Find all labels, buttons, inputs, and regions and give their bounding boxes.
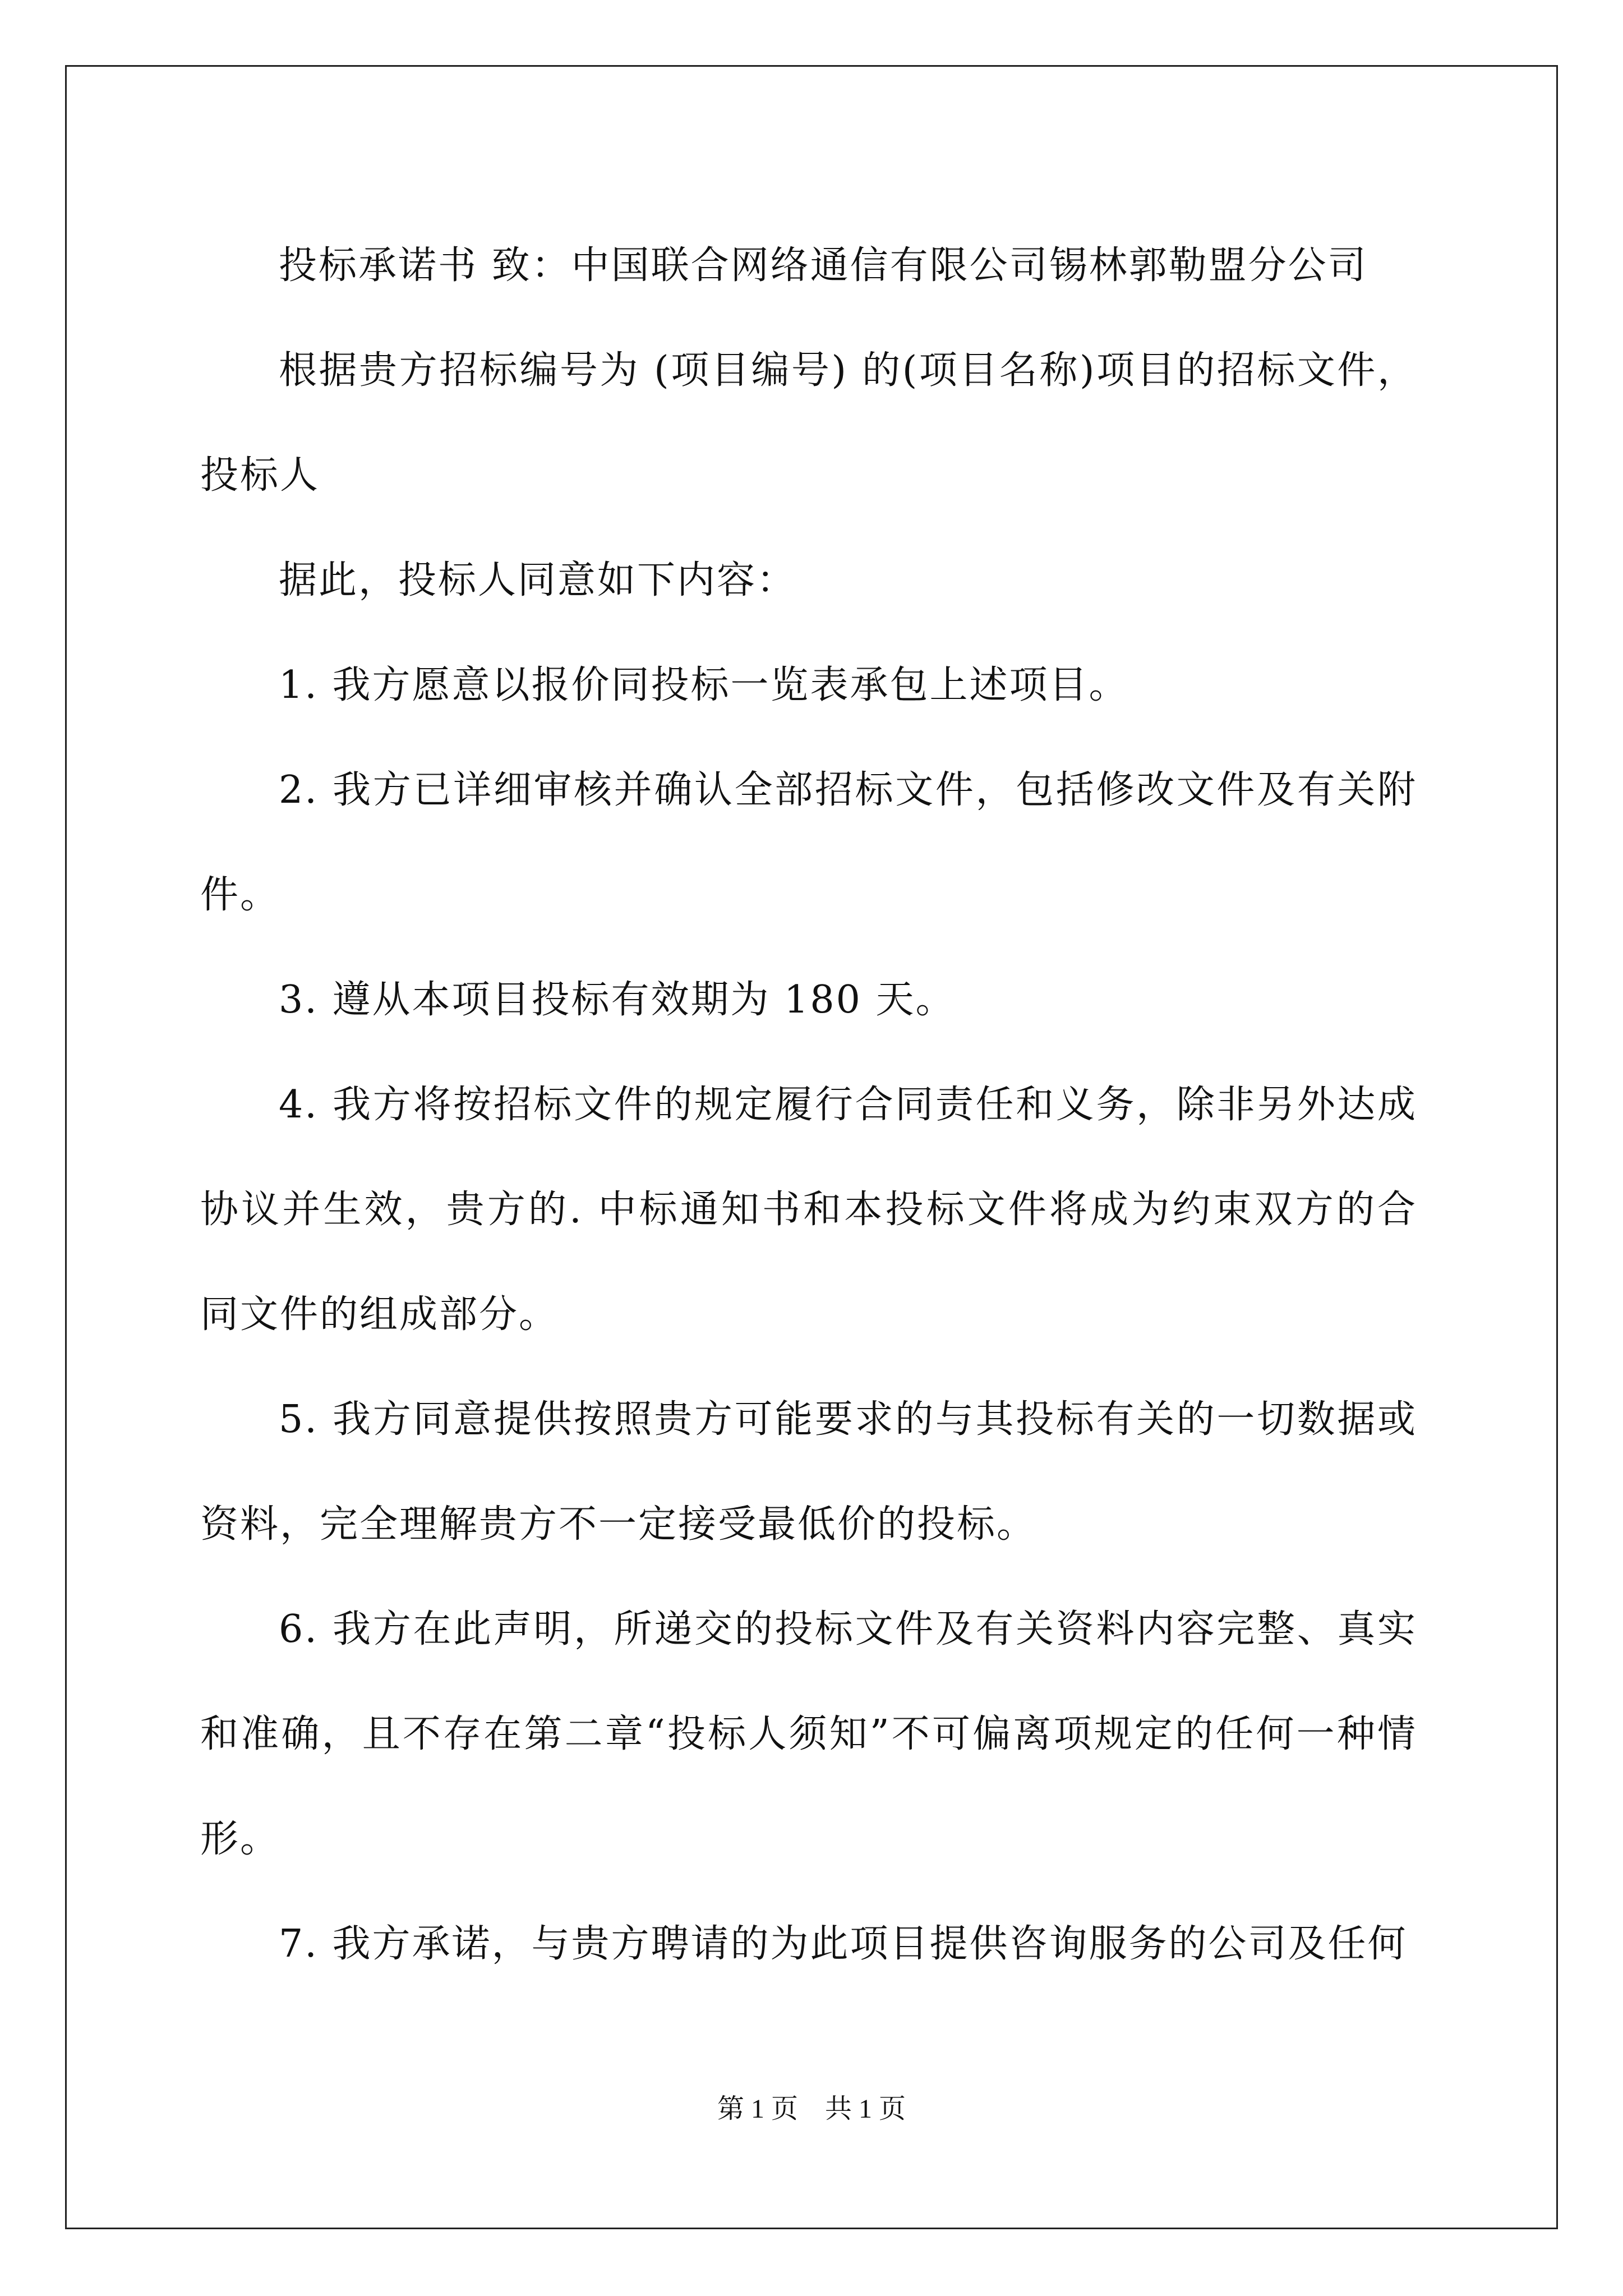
document-body bbox=[200, 213, 1417, 1996]
paragraph-item-2: 2. 我方已详细审核并确认全部招标文件，包括修改文件及有关附件。 bbox=[200, 768, 1417, 917]
paragraph-item-7: 7. 我方承诺，与贵方聘请的为此项目提供咨询服务的公司及任何 bbox=[279, 1922, 1408, 1966]
paragraph-item-4: 4. 我方将按招标文件的规定履行合同责任和义务，除非另外达成协议并生效，贵方的. 中标通知书和本投标文件将成为约束双方的合同文件的组成部分。 bbox=[200, 1083, 1417, 1337]
paragraph-item-1: 1. 我方愿意以报价同投标一览表承包上述项目。 bbox=[279, 663, 1129, 707]
paragraph-item-3: 3. 遵从本项目投标有效期为 180 天。 bbox=[279, 978, 956, 1022]
page-footer: 第 1 页 共 1 页 bbox=[717, 2094, 906, 2124]
paragraph-intro: 根据贵方招标编号为 (项目编号) 的(项目名称)项目的招标文件，投标人 bbox=[200, 348, 1417, 498]
paragraph-title: 投标承诺书 致：中国联合网络通信有限公司锡林郭勒盟分公司 bbox=[279, 243, 1368, 288]
paragraph-item-6: 6. 我方在此声明，所递交的投标文件及有关资料内容完整、真实和准确，且不存在第二章“投标人须知”不可偏离项规定的任何一种情形。 bbox=[200, 1607, 1417, 1861]
paragraph-item-5: 5. 我方同意提供按照贵方可能要求的与其投标有关的一切数据或资料，完全理解贵方不一定接受最低价的投标。 bbox=[200, 1397, 1417, 1547]
paragraph-agreement: 据此，投标人同意如下内容： bbox=[279, 558, 797, 602]
